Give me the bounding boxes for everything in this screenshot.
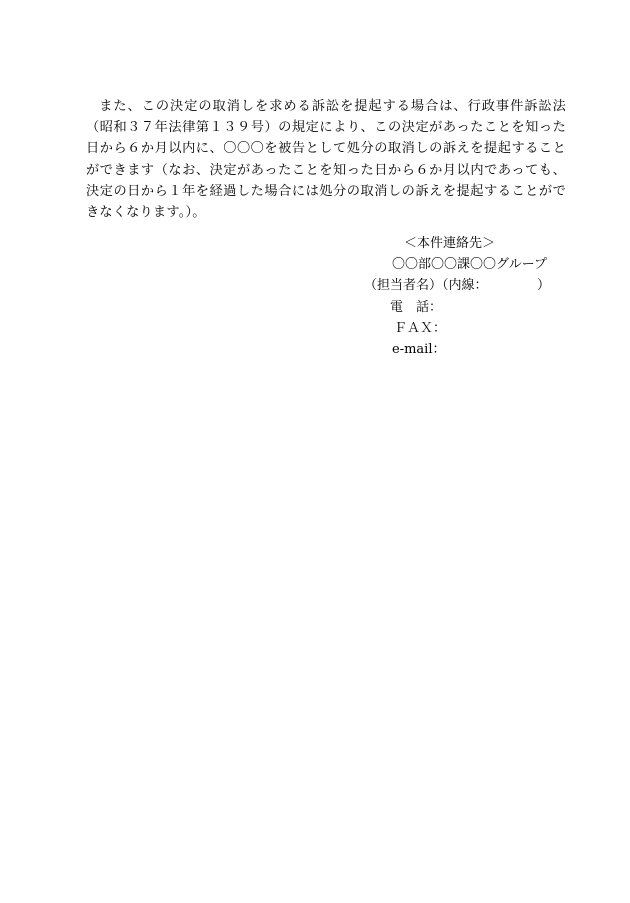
contact-heading: ＜本件連絡先＞ (404, 236, 496, 251)
contact-email-label: e-mail： (392, 342, 446, 357)
contact-fax-label: ＦＡＸ： (394, 321, 447, 336)
contact-tel-label: 電 話： (390, 300, 443, 315)
contact-person-label: （担当者名）（内線： (364, 278, 488, 293)
contact-person-line (364, 275, 550, 296)
notice-paragraph: また、この決定の取消しを求める訴訟を提起する場合は、行政事件訴訟法（昭和３７年法律第１３９号）の規定により、この決定があったことを知った日から６か月以内に、〇〇〇を被告として処分の取消しの訴えを提起することができます（なお、決定があったことを知った日から６か月以内であっても、決定の日から１年を経過した場合には処分の取消しの訴えを提起することができなくなります。）。 (86, 99, 566, 221)
contact-person-close: ） (536, 278, 550, 293)
contact-department: 〇〇部〇〇課〇〇グループ (392, 257, 547, 272)
